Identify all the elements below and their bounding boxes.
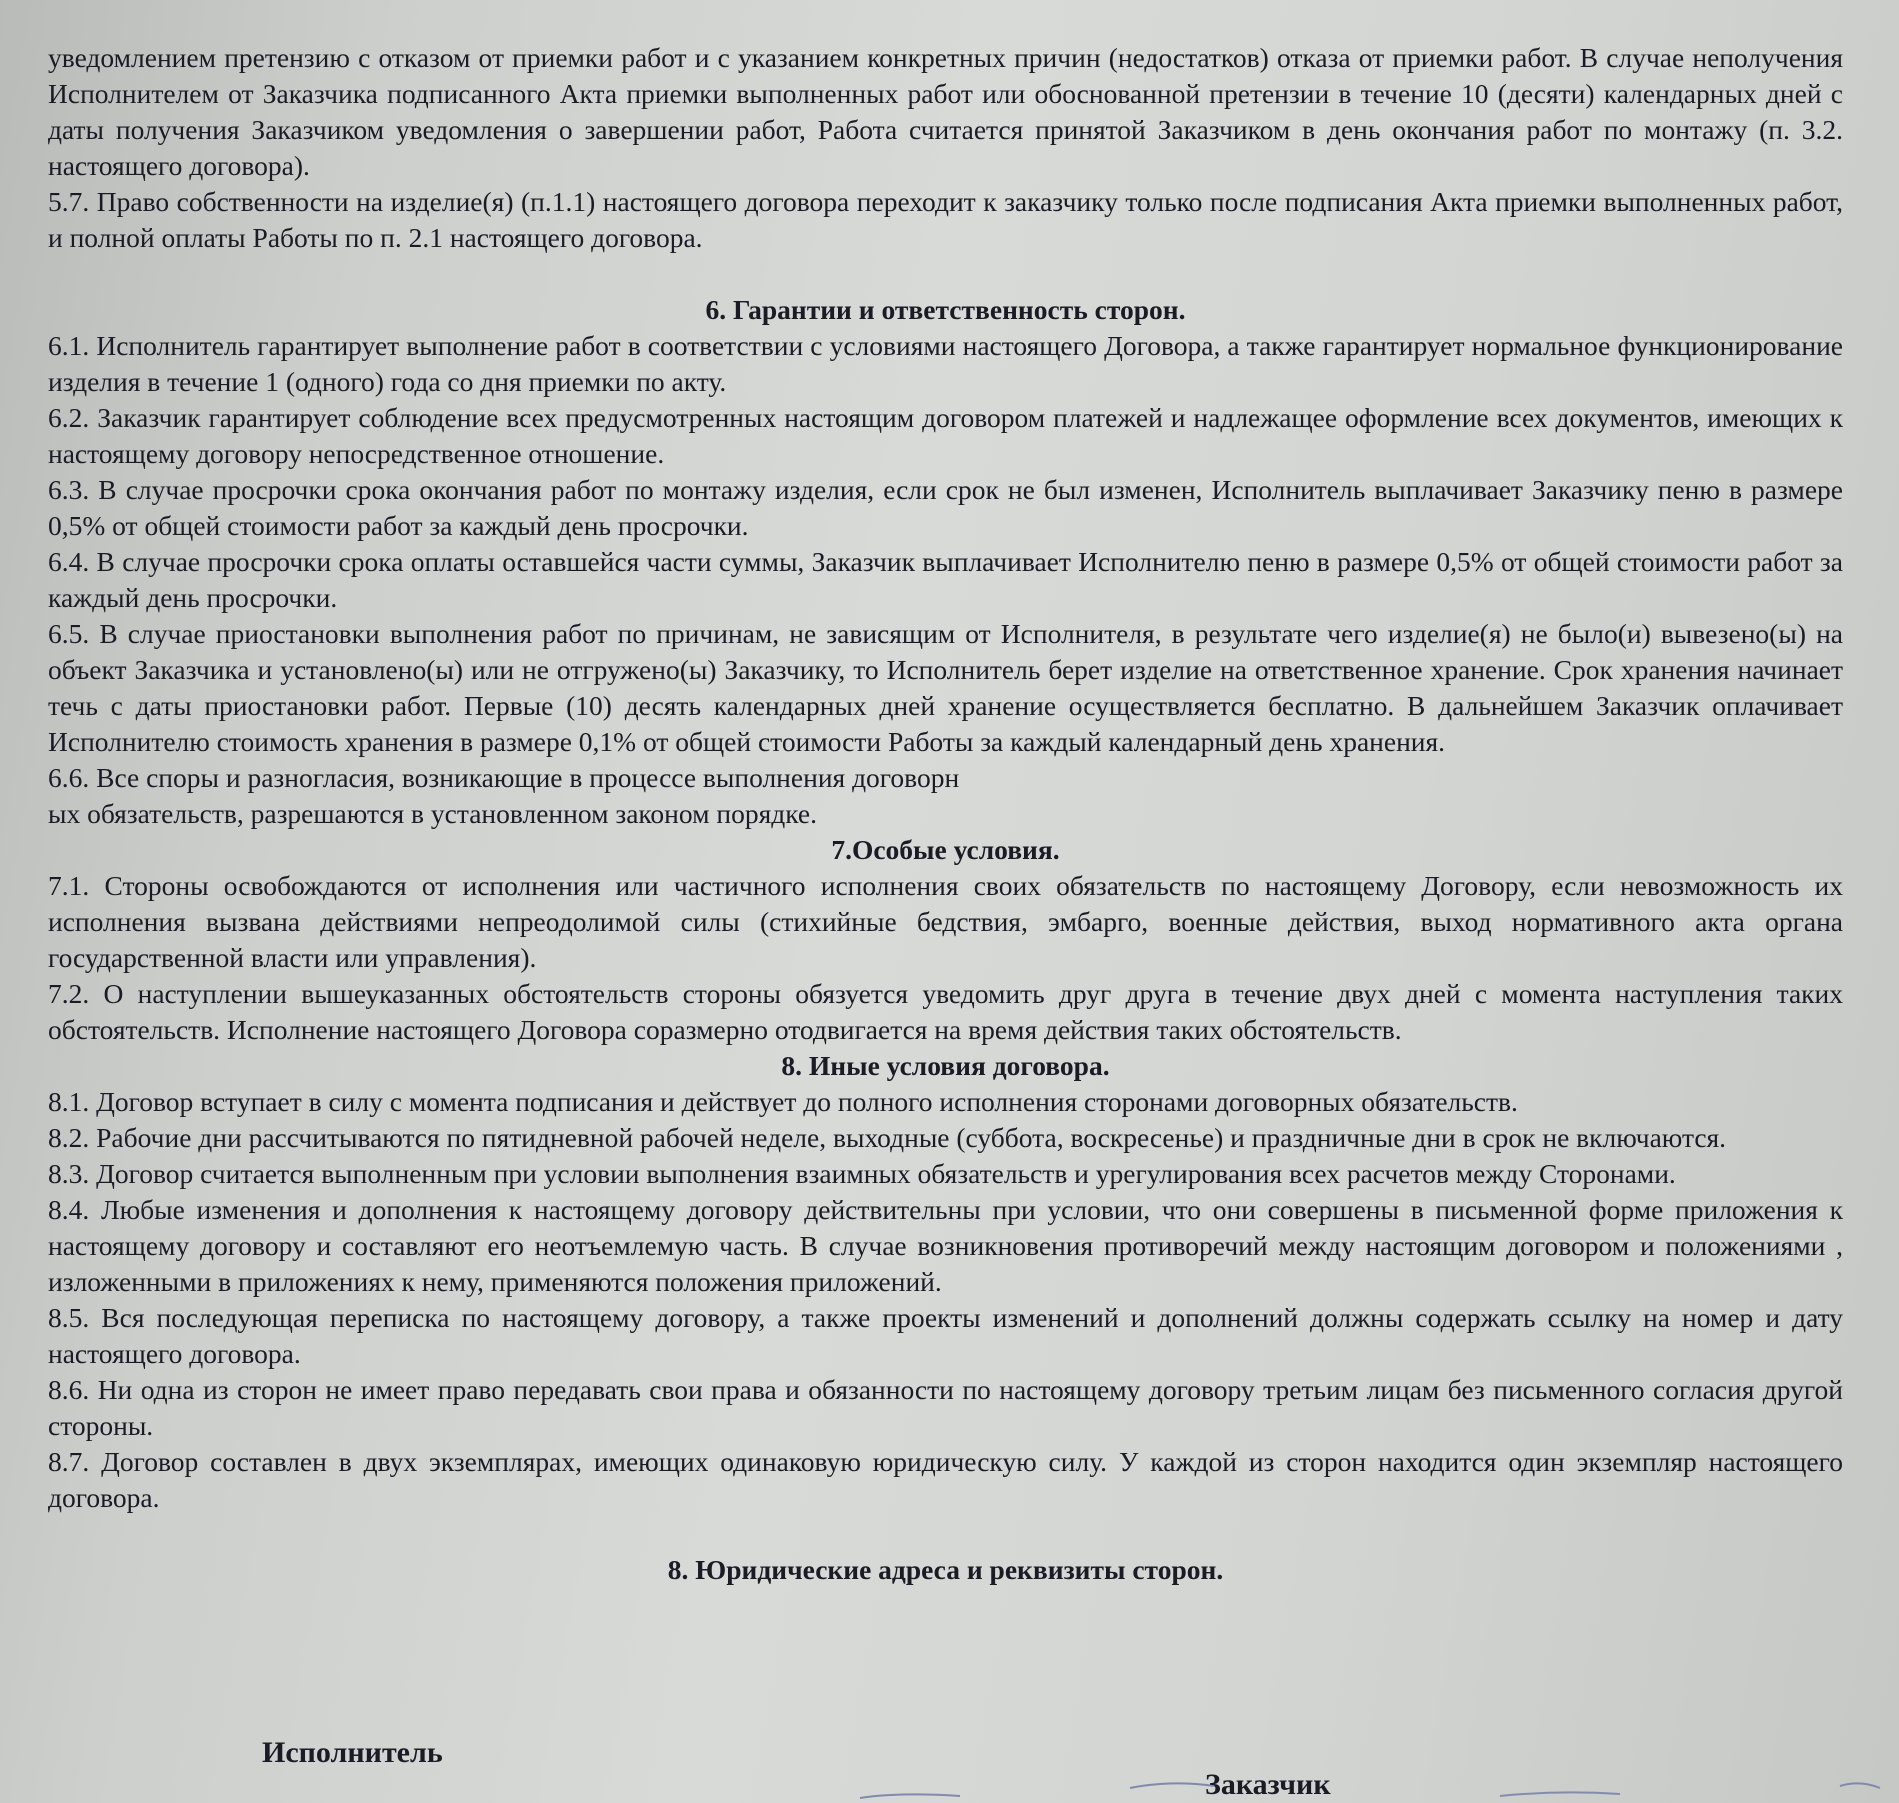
paragraph-8-2: 8.2. Рабочие дни рассчитываются по пятидневной рабочей неделе, выходные (суббота, воскресенье) и праздничные дни в срок не включаются.	[48, 1122, 1727, 1153]
paragraph-8-7: 8.7. Договор составлен в двух экземплярах, имеющих одинаковую юридическую силу. У каждой из сторон находится один экземпляр настоящего договора.	[48, 1446, 1843, 1513]
paragraph-6-6-line2: ых обязательств, разрешаются в установленном законом порядке.	[48, 798, 817, 829]
paragraph-6-5: 6.5. В случае приостановки выполнения работ по причинам, не зависящим от Исполнителя, в результате чего изделие(я) не было(и) вывезено(ы) на объект Заказчика и установлено(ы) или не отгружено(ы) Заказчику, то Исполнитель берет изделие на ответственное хранение. Срок хранения начинает течь с даты приостановки работ. Первые (10) десять календарных дней хранение осуществляется бесплатно. В дальнейшем Заказчик оплачивает Исполнителю стоимость хранения в размере 0,1% от общей стоимости Работы за каждый календарный день хранения.	[48, 618, 1843, 757]
paragraph-8-3: 8.3. Договор считается выполненным при условии выполнения взаимных обязательств и урегулирования всех расчетов между Сторонами.	[48, 1158, 1676, 1189]
section-7-heading: 7.Особые условия.	[831, 834, 1060, 865]
paragraph-5-7: 5.7. Право собственности на изделие(я) (п.1.1) настоящего договора переходит к заказчику только после подписания Акта приемки выполненных работ, и полной оплаты Работы по п. 2.1 настоящего договора.	[48, 186, 1843, 253]
paragraph-6-1: 6.1. Исполнитель гарантирует выполнение работ в соответствии с условиями настоящего Договора, а также гарантирует нормальное функционирование изделия в течение 1 (одного) года со дня приемки по акту.	[48, 330, 1843, 397]
paragraph-6-2: 6.2. Заказчик гарантирует соблюдение всех предусмотренных настоящим договором платежей и надлежащее оформление всех документов, имеющих к настоящему договору непосредственное отношение.	[48, 402, 1843, 469]
signature-block	[0, 1730, 1899, 1800]
customer-label: Заказчик	[1205, 1768, 1331, 1801]
contract-page	[48, 40, 1843, 1588]
paragraph-claim-acceptance: уведомлением претензию с отказом от приемки работ и с указанием конкретных причин (недостатков) отказа от приемки работ. В случае неполучения Исполнителем от Заказчика подписанного Акта приемки выполненных работ или обоснованной претензии в течение 10 (десяти) календарных дней с даты получения Заказчиком уведомления о завершении работ, Работа считается принятой Заказчиком в день окончания работ по монтажу (п. 3.2. настоящего договора).	[48, 42, 1843, 181]
paragraph-8-5: 8.5. Вся последующая переписка по настоящему договору, а также проекты изменений и дополнений должны содержать ссылку на номер и дату настоящего договора.	[48, 1302, 1843, 1369]
pen-marks-graphic	[0, 1730, 1899, 1800]
paragraph-6-6-line1: 6.6. Все споры и разногласия, возникающие в процессе выполнения договорн	[48, 762, 960, 793]
executor-label: Исполнитель	[262, 1736, 443, 1769]
section-addresses-heading: 8. Юридические адреса и реквизиты сторон.	[667, 1554, 1224, 1585]
paragraph-8-4: 8.4. Любые изменения и дополнения к настоящему договору действительны при условии, что они совершены в письменной форме приложения к настоящему договору и составляют его неотъемлемую часть. В случае возникновения противоречий между настоящим договором и положениями , изложенными в приложениях к нему, применяются положения приложений.	[48, 1194, 1843, 1297]
paragraph-7-2: 7.2. О наступлении вышеуказанных обстоятельств стороны обязуется уведомить друг друга в течение двух дней с момента наступления таких обстоятельств. Исполнение настоящего Договора соразмерно отодвигается на время действия таких обстоятельств.	[48, 978, 1843, 1045]
paragraph-8-1: 8.1. Договор вступает в силу с момента подписания и действует до полного исполнения сторонами договорных обязательств.	[48, 1086, 1518, 1117]
paragraph-6-3: 6.3. В случае просрочки срока окончания работ по монтажу изделия, если срок не был изменен, Исполнитель выплачивает Заказчику пеню в размере 0,5% от общей стоимости работ за каждый день просрочки.	[48, 474, 1843, 541]
paragraph-7-1: 7.1. Стороны освобождаются от исполнения или частичного исполнения своих обязательств по настоящему Договору, если невозможность их исполнения вызвана действиями непреодолимой силы (стихийные бедствия, эмбарго, военные действия, выход нормативного акта органа государственной власти или управления).	[48, 870, 1843, 973]
section-6-heading: 6. Гарантии и ответственность сторон.	[705, 294, 1186, 325]
section-8-heading: 8. Иные условия договора.	[781, 1050, 1110, 1081]
paragraph-6-4: 6.4. В случае просрочки срока оплаты оставшейся части суммы, Заказчик выплачивает Исполнителю пеню в размере 0,5% от общей стоимости работ за каждый день просрочки.	[48, 546, 1843, 613]
paragraph-8-6: 8.6. Ни одна из сторон не имеет право передавать свои права и обязанности по настоящему договору третьим лицам без письменного согласия другой стороны.	[48, 1374, 1843, 1441]
